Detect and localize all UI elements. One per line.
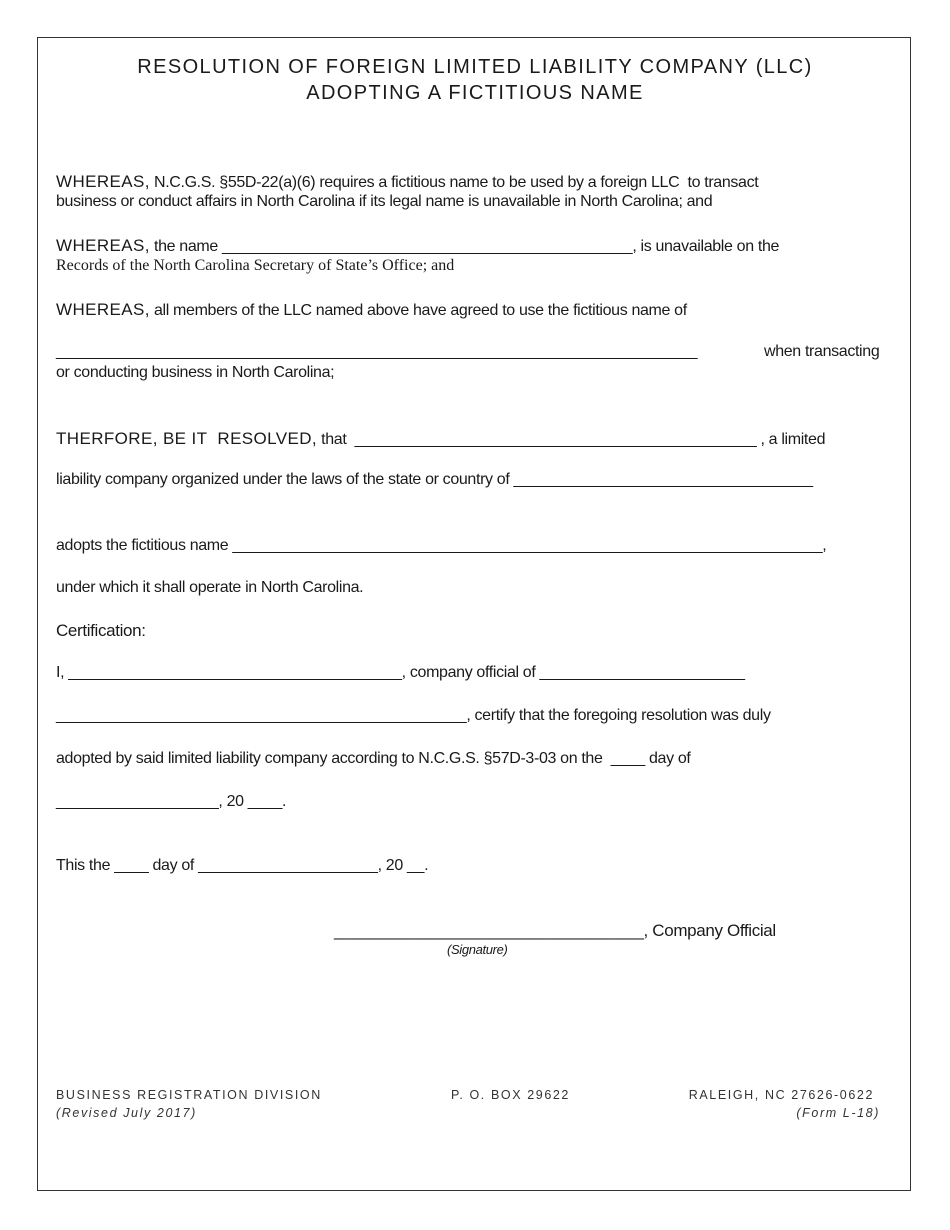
footer-po-box: P. O. BOX 29622 [451,1088,570,1102]
signature-line: __________________________________, Company Official [334,921,776,940]
whereas-3-text: all members of the LLC named above have agreed to use the fictitious name of [149,302,687,319]
footer-revised: (Revised July 2017) [56,1106,197,1120]
certification-line-1: I, _______________________________________, company official of ________________________ [56,664,745,681]
form-title-line-1: RESOLUTION OF FOREIGN LIMITED LIABILITY COMPANY (LLC) [137,56,813,78]
whereas-1-line-1 [56,172,758,192]
resolved-lead: THERFORE, BE IT RESOLVED, [56,429,318,448]
whereas-3-lead: WHEREAS, [56,300,150,319]
whereas-3-line-2-tail: when transacting [764,343,880,360]
whereas-1-text: N.C.G.S. §55D-22(a)(6) requires a fictitious name to be used by a foreign LLC to transact [149,174,759,191]
whereas-2-line-2: Records of the North Carolina Secretary of State’s Office; and [56,257,455,274]
certification-line-3: adopted by said limited liability company according to N.C.G.S. §57D-3-03 on the ____ day of [56,750,691,767]
certification-heading: Certification: [56,621,146,640]
resolved-line-1 [56,429,825,449]
resolved-line-3: adopts the fictitious name _____________________________________________________________________, [56,537,827,554]
whereas-3-fictitious-name-blank[interactable]: ___________________________________________________________________________ [56,343,698,360]
whereas-3-line-1 [56,300,687,320]
footer-form-number: (Form L-18) [796,1106,880,1120]
whereas-2-lead: WHEREAS, [56,236,150,255]
whereas-2-line-1 [56,236,779,256]
resolved-line-4: under which it shall operate in North Carolina. [56,579,364,596]
resolved-text: that _______________________________________________ , a limited [317,431,826,448]
certification-line-4: ___________________, 20 ____. [56,793,287,810]
footer-division: BUSINESS REGISTRATION DIVISION [56,1088,322,1102]
whereas-1-line-2: business or conduct affairs in North Carolina if its legal name is unavailable in North Carolina; and [56,193,713,210]
signature-caption: (Signature) [447,942,508,957]
whereas-2-text: the name ________________________________________________, is unavailable on the [149,238,780,255]
certification-line-2: ________________________________________________, certify that the foregoing resolution was duly [56,707,771,724]
footer-address: RALEIGH, NC 27626-0622 [688,1088,874,1102]
form-title-line-2: ADOPTING A FICTITIOUS NAME [306,82,644,104]
resolved-line-2: liability company organized under the laws of the state or country of ___________________________________ [56,471,813,488]
whereas-1-lead: WHEREAS, [56,172,150,191]
dated-line: This the ____ day of _____________________, 20 __. [56,857,429,874]
whereas-3-line-3: or conducting business in North Carolina; [56,364,335,381]
